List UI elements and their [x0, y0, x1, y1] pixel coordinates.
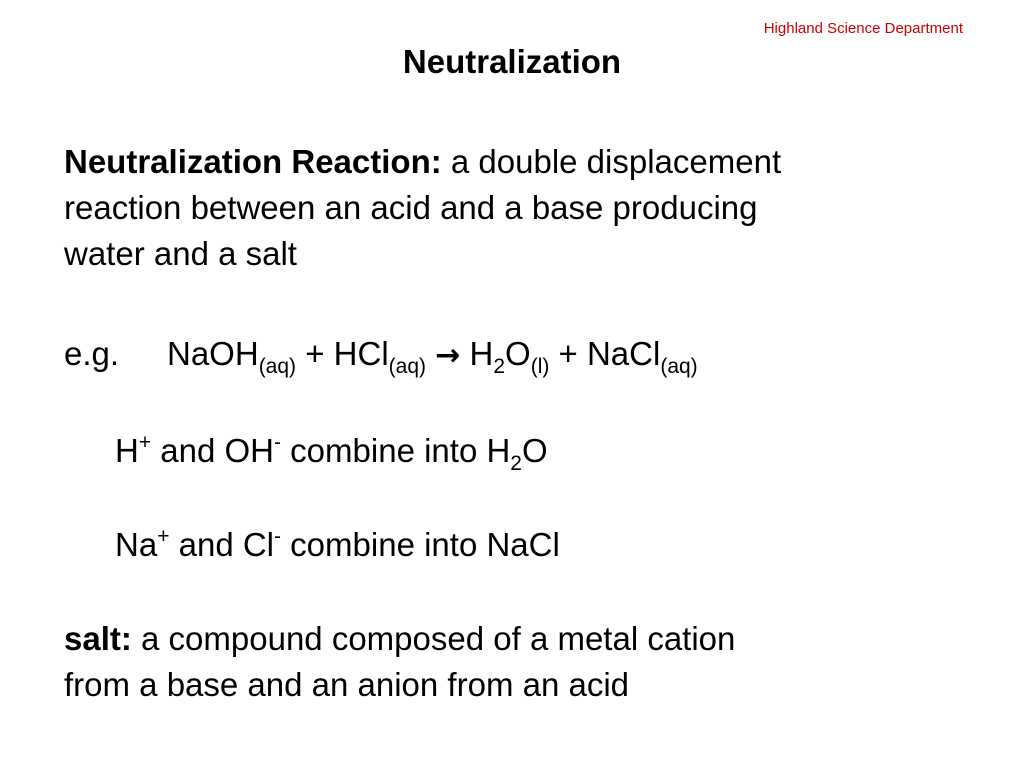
salt-line-2: from a base and an anion from an acid	[64, 666, 630, 703]
water-o: O	[521, 432, 548, 469]
product-water-o: O	[505, 335, 531, 372]
combine-text: combine into NaCl	[281, 526, 560, 563]
product-nacl-state: (aq)	[660, 355, 698, 378]
definition-text-1: a double displacement	[441, 143, 782, 180]
combine-text: combine into H	[281, 432, 511, 469]
plus-sign: +	[296, 335, 334, 372]
reactant-hcl: HCl	[333, 335, 389, 372]
hydroxide-ion-charge: -	[274, 431, 282, 454]
salt-term: salt:	[64, 620, 132, 657]
definition-line-2: reaction between an acid and a base producing	[64, 189, 758, 226]
reaction-arrow-icon: →	[435, 338, 461, 373]
definition-line-1	[64, 139, 781, 185]
plus-sign: +	[549, 335, 587, 372]
hydrogen-ion: H	[115, 432, 139, 469]
reactant-naoh: NaOH	[167, 335, 259, 372]
ion-combination-salt	[115, 522, 560, 568]
department-label: Highland Science Department	[763, 20, 963, 37]
ion-combination-water	[115, 428, 548, 474]
chloride-ion-charge: -	[274, 525, 282, 548]
salt-line-1	[64, 616, 735, 662]
example-equation	[64, 331, 698, 379]
reactant-hcl-state: (aq)	[388, 355, 427, 378]
sodium-ion: Na	[115, 526, 158, 563]
reactant-naoh-state: (aq)	[258, 355, 297, 378]
definition-line-3: water and a salt	[64, 235, 297, 272]
definition-term: Neutralization Reaction:	[64, 143, 442, 180]
example-label: e.g.	[64, 335, 120, 372]
neutralization-definition	[64, 139, 781, 277]
sodium-ion-charge: +	[157, 525, 170, 548]
slide-title: Neutralization	[402, 43, 622, 80]
product-water-h: H	[469, 335, 494, 372]
product-water-state: (l)	[530, 355, 550, 378]
product-nacl: NaCl	[586, 335, 661, 372]
hydrogen-ion-charge: +	[138, 431, 152, 454]
salt-definition	[64, 616, 735, 708]
product-water-subscript: 2	[493, 355, 506, 378]
water-subscript: 2	[510, 452, 522, 475]
hydroxide-ion: and OH	[151, 432, 275, 469]
salt-text-1: a compound composed of a metal cation	[131, 620, 736, 657]
chloride-ion: and Cl	[169, 526, 275, 563]
